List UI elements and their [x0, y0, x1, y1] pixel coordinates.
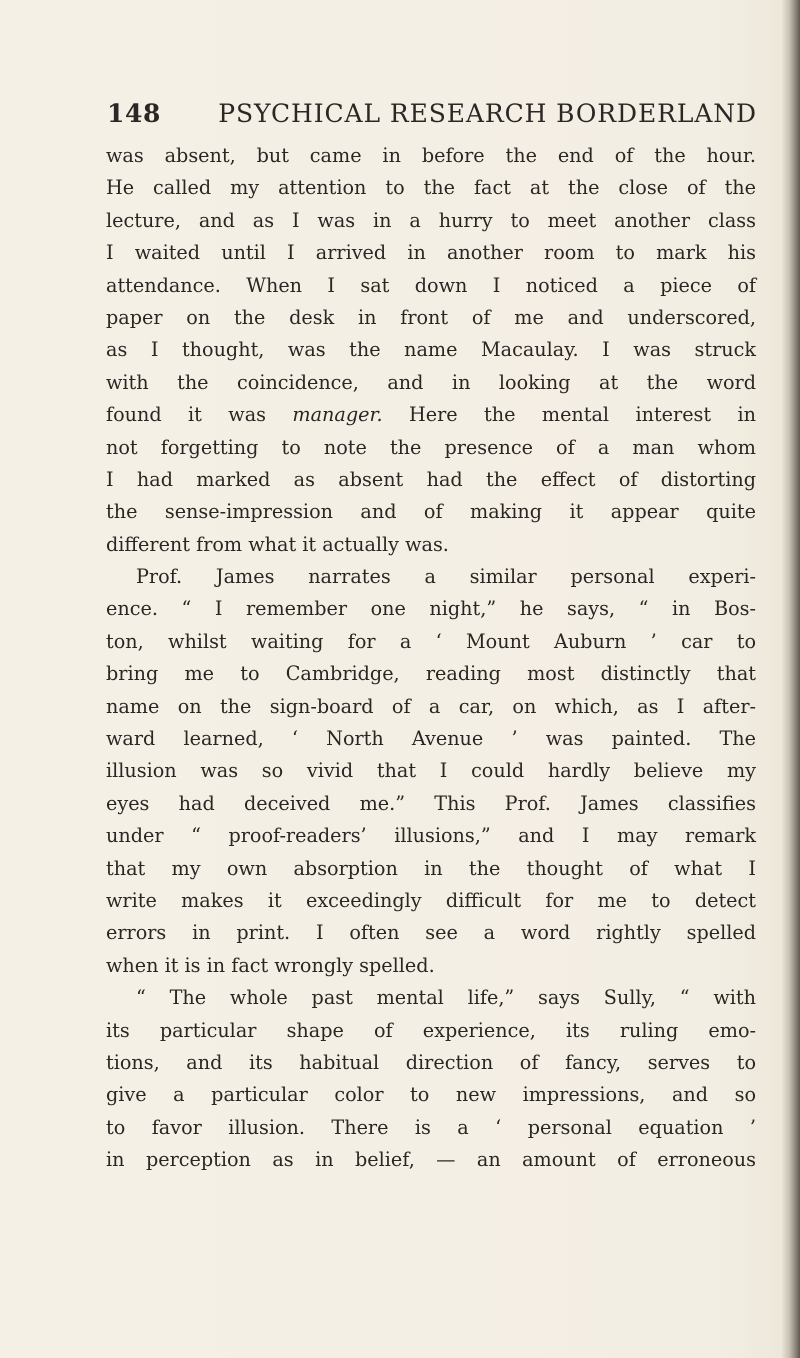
text-line: errors in print. I often see a word rightly spelled: [106, 921, 756, 945]
running-title: PSYCHICAL RESEARCH BORDERLAND: [218, 99, 757, 128]
text-line: He called my attention to the fact at the close of the: [106, 176, 756, 200]
text-line: give a particular color to new impressions, and so: [106, 1083, 756, 1107]
text-line: eyes had deceived me.” This Prof. James classifies: [106, 791, 756, 815]
text-line: that my own absorption in the thought of what I: [106, 856, 756, 880]
text-line-with-italic: [106, 399, 756, 431]
text-line: ton, whilst waiting for a ‘ Mount Auburn ’ car to: [106, 629, 756, 653]
text-line: when it is in fact wrongly spelled.: [106, 953, 435, 977]
text-line: in perception as in belief, — an amount of erroneous: [106, 1148, 756, 1172]
text-segment: Here the mental interest in: [409, 403, 756, 427]
text-line: “ The whole past mental life,” says Sully, “ with: [136, 986, 756, 1010]
text-line: illusion was so vivid that I could hardly believe my: [106, 759, 756, 783]
page-number: 148: [107, 99, 161, 128]
text-line: attendance. When I sat down I noticed a piece of: [106, 273, 756, 297]
italic-word: manager.: [292, 403, 383, 427]
text-line: lecture, and as I was in a hurry to meet another class: [106, 208, 756, 232]
text-segment: found it was: [106, 403, 266, 427]
text-line: ward learned, ‘ North Avenue ’ was painted. The: [106, 727, 756, 751]
text-line: different from what it actually was.: [106, 532, 449, 556]
text-line: I had marked as absent had the effect of distorting: [106, 467, 756, 491]
text-line: Prof. James narrates a similar personal experi-: [136, 565, 756, 589]
text-line: write makes it exceedingly difficult for me to detect: [106, 888, 756, 912]
text-line: I waited until I arrived in another room to mark his: [106, 241, 756, 265]
text-line: as I thought, was the name Macaulay. I was struck: [106, 338, 756, 362]
body-text: [106, 140, 756, 1177]
page-gutter-edge: [782, 0, 800, 1358]
text-line: to favor illusion. There is a ‘ personal equation ’: [106, 1115, 756, 1139]
text-line: bring me to Cambridge, reading most distinctly that: [106, 662, 756, 686]
text-line: tions, and its habitual direction of fancy, serves to: [106, 1050, 756, 1074]
running-head: [107, 99, 757, 128]
text-line: under “ proof-readers’ illusions,” and I may remark: [106, 824, 756, 848]
text-line: the sense-impression and of making it appear quite: [106, 500, 756, 524]
text-line: ence. “ I remember one night,” he says, “ in Bos-: [106, 597, 756, 621]
text-line: was absent, but came in before the end of the hour.: [106, 144, 756, 167]
text-line: its particular shape of experience, its ruling emo-: [106, 1018, 756, 1042]
text-line: name on the sign-board of a car, on which, as I after-: [106, 694, 756, 718]
text-line: paper on the desk in front of me and underscored,: [106, 305, 756, 329]
text-line: with the coincidence, and in looking at the word: [106, 370, 756, 394]
text-line: not forgetting to note the presence of a man whom: [106, 435, 756, 459]
